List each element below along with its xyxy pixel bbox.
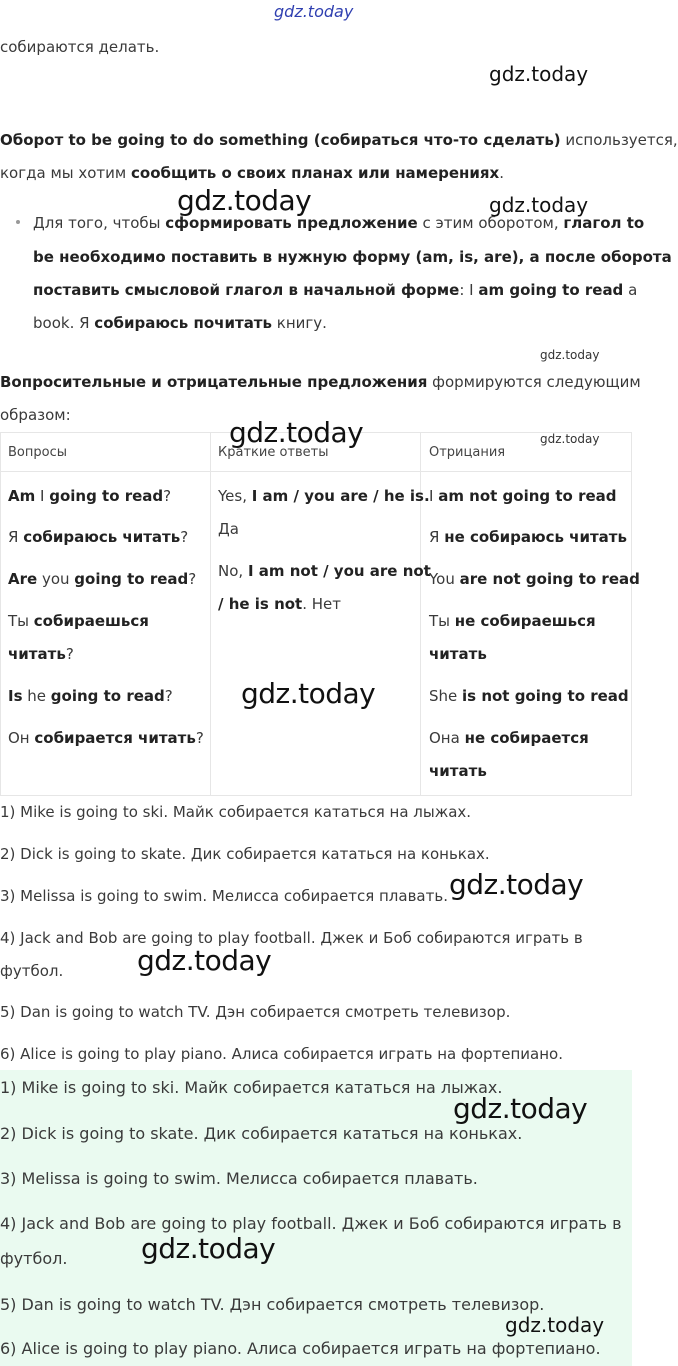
table-cell: Are you going to read? xyxy=(8,570,197,588)
table-cell: Am I going to read? xyxy=(8,487,172,505)
watermark: gdz.today xyxy=(141,1232,276,1265)
intro-text: собираются делать. xyxy=(0,38,160,56)
watermark: gdz.today xyxy=(229,416,364,449)
answer-line: футбол. xyxy=(0,962,64,980)
answer-box-line: 2) Dick is going to skate. Дик собирается кататься на коньках. xyxy=(0,1124,523,1143)
watermark: gdz.today xyxy=(540,432,600,446)
answer-line: 4) Jack and Bob are going to play football. Джек и Боб собираются играть в xyxy=(0,929,583,947)
table-cell: Is he going to read? xyxy=(8,687,173,705)
table-cell: She is not going to read xyxy=(429,687,629,705)
table-cell: Он собирается читать? xyxy=(8,729,204,747)
question-intro-line-1: Вопросительные и отрицательные предложения формируются следующим xyxy=(0,373,641,391)
bullet-dot xyxy=(16,220,20,224)
question-intro-line-2: образом: xyxy=(0,406,71,424)
rule-line-2: когда мы хотим сообщить о своих планах или намерениях. xyxy=(0,164,504,182)
table-cell: / he is not. Нет xyxy=(218,595,342,613)
watermark: gdz.today xyxy=(489,62,589,86)
watermark: gdz.today xyxy=(505,1313,605,1337)
answer-box-line: 5) Dan is going to watch TV. Дэн собирается смотреть телевизор. xyxy=(0,1295,545,1314)
bullet-line-3: поставить смысловой глагол в начальной форме: I am going to read a xyxy=(33,281,638,299)
table-cell: Yes, I am / you are / he is. xyxy=(218,487,430,505)
watermark: gdz.today xyxy=(274,2,354,21)
answer-line: 1) Mike is going to ski. Майк собирается кататься на лыжах. xyxy=(0,803,472,821)
answer-box-line: 6) Alice is going to play piano. Алиса собирается играть на фортепиано. xyxy=(0,1339,601,1358)
answer-box-line: футбол. xyxy=(0,1249,68,1268)
table-header-questions: Вопросы xyxy=(8,445,67,460)
answer-line: 5) Dan is going to watch TV. Дэн собирается смотреть телевизор. xyxy=(0,1003,511,1021)
table-cell: You are not going to read xyxy=(429,570,640,588)
watermark: gdz.today xyxy=(489,193,589,217)
grammar-table xyxy=(0,432,640,796)
table-cell: читать xyxy=(429,762,487,780)
table-cell: I am not going to read xyxy=(429,487,617,505)
answer-box-line: 3) Melissa is going to swim. Мелисса собирается плавать. xyxy=(0,1169,478,1188)
table-cell: Она не собирается xyxy=(429,729,589,747)
table-cell: Я собираюсь читать? xyxy=(8,528,189,546)
table-cell: Я не собираюсь читать xyxy=(429,528,627,546)
bullet-line-1: Для того, чтобы сформировать предложение с этим оборотом, глагол to xyxy=(33,214,645,232)
rule-line-1: Оборот to be going to do something (собираться что-то сделать) используется, xyxy=(0,131,678,149)
answer-line: 2) Dick is going to skate. Дик собирается кататься на коньках. xyxy=(0,845,490,863)
watermark: gdz.today xyxy=(241,677,376,710)
table-cell: читать xyxy=(429,645,487,663)
table-cell: Да xyxy=(218,520,239,538)
table-header-answers: Краткие ответы xyxy=(218,445,329,460)
table-cell: Ты не собираешься xyxy=(429,612,596,630)
table-header-negations: Отрицания xyxy=(429,445,506,460)
table-cell: No, I am not / you are not xyxy=(218,562,431,580)
watermark: gdz.today xyxy=(177,184,312,217)
answer-line: 3) Melissa is going to swim. Мелисса собирается плавать. xyxy=(0,887,448,905)
watermark: gdz.today xyxy=(137,944,272,977)
bullet-line-4: book. Я собираюсь почитать книгу. xyxy=(33,314,327,332)
table-cell: Ты собираешься xyxy=(8,612,149,630)
answer-box-line: 4) Jack and Bob are going to play football. Джек и Боб собираются играть в xyxy=(0,1214,622,1233)
answer-line: 6) Alice is going to play piano. Алиса собирается играть на фортепиано. xyxy=(0,1045,563,1063)
watermark: gdz.today xyxy=(453,1092,588,1125)
answer-box-line: 1) Mike is going to ski. Майк собирается кататься на лыжах. xyxy=(0,1078,503,1097)
table-cell: читать? xyxy=(8,645,74,663)
watermark: gdz.today xyxy=(540,348,600,362)
watermark: gdz.today xyxy=(449,868,584,901)
bullet-line-2: be необходимо поставить в нужную форму (am, is, are), а после оборота xyxy=(33,248,672,266)
